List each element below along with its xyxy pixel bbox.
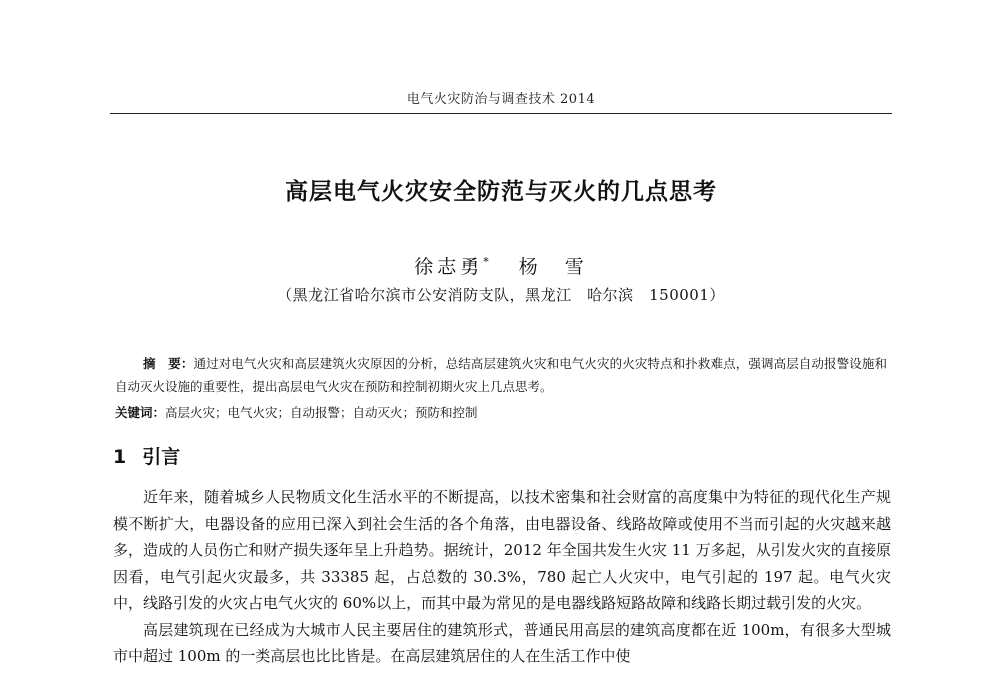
keywords-text: 高层火灾；电气火灾；自动报警；自动灭火；预防和控制 [165, 405, 478, 420]
body-paragraph: 近年来，随着城乡人民物质文化生活水平的不断提高，以技术密集和社会财富的高度集中为特征的现代化生产规模不断扩大，电器设备的应用已深入到社会生活的各个角落，由电器设备、线路故障或使用不当而引起的火灾越来越多，造成的人员伤亡和财产损失逐年呈上升趋势。据统计，2012 年全国共发生火灾 11 万多起，从引发火灾的直接原因看，电气引起火灾最多，共 33385 起，占总数的 30.3%，780 起亡人火灾中，电气引起的 197 起。电气火灾中，线路引发的火灾占电气火灾的 60%以上，而其中最为常见的是电器线路短路故障和线路长期过载引发的火灾。 [113, 488, 891, 612]
section-title: 引言 [142, 446, 181, 468]
keywords [115, 403, 887, 421]
body-text [113, 484, 891, 670]
section-heading [113, 442, 180, 469]
running-header: 电气火灾防治与调查技术 2014 [406, 92, 596, 107]
section-number: 1 [113, 446, 127, 468]
affiliation: （黑龙江省哈尔滨市公安消防支队，黑龙江 哈尔滨 150001） [277, 286, 725, 304]
author-list [110, 252, 892, 279]
keywords-label: 关键词： [115, 405, 166, 420]
author-mark: * [483, 255, 489, 269]
abstract-text: 通过对电气火灾和高层建筑火灾原因的分析，总结高层建筑火灾和电气火灾的火灾特点和扑救难点，强调高层自动报警设施和自动灭火设施的重要性，提出高层电气火灾在预防和控制初期火灾上几点思考。 [115, 356, 887, 394]
abstract-label: 摘 要： [143, 356, 194, 371]
author-name: 杨 雪 [518, 256, 588, 278]
body-paragraph: 高层建筑现在已经成为大城市人民主要居住的建筑形式，普通民用高层的建筑高度都在近 100m，有很多大型城市中超过 100m 的一类高层也比比皆是。在高层建筑居住的人在生活工作中使 [113, 620, 891, 665]
header-rule [110, 113, 892, 114]
author-name: 徐志勇 [414, 256, 484, 278]
paper-title: 高层电气火灾安全防范与灭火的几点思考 [285, 179, 717, 205]
abstract [115, 352, 887, 398]
